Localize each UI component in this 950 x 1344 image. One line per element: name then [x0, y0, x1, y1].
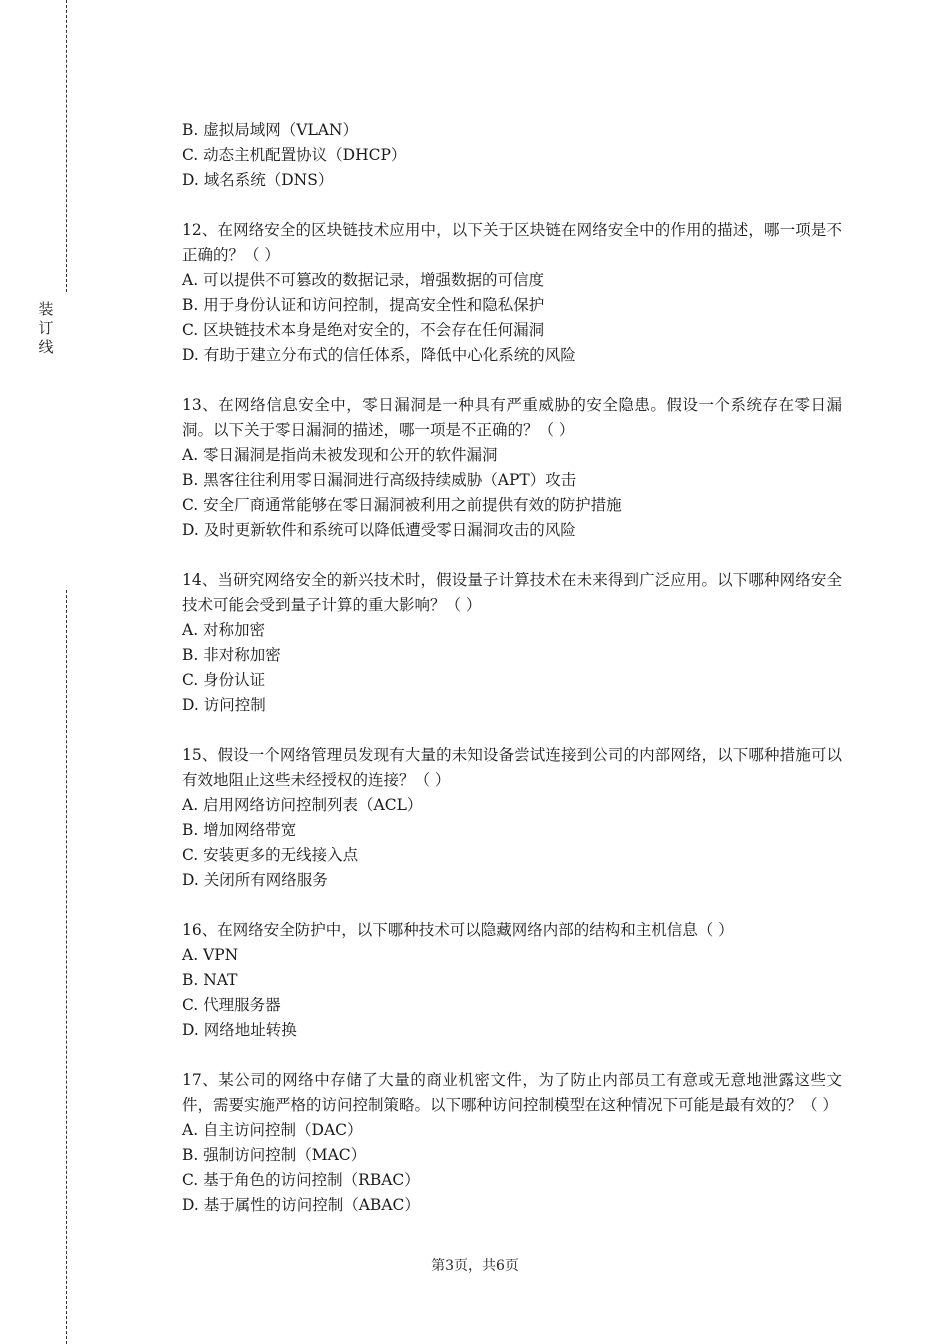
- option-item: D. 有助于建立分布式的信任体系，降低中心化系统的风险: [182, 346, 576, 364]
- option-item: D. 域名系统（DNS）: [182, 171, 334, 189]
- question-16: [182, 918, 842, 1043]
- option-item: B. 强制访问控制（MAC）: [182, 1146, 367, 1164]
- binding-dashed-line-bottom: [66, 590, 67, 1344]
- question-stem: 12、在网络安全的区块链技术应用中，以下关于区块链在网络安全中的作用的描述，哪一项是不正确的？（ ）: [182, 221, 842, 264]
- question-stem: 17、某公司的网络中存储了大量的商业机密文件，为了防止内部员工有意或无意地泄露这些文件，需要实施严格的访问控制策略。以下哪种访问控制模型在这种情况下可能是最有效的？（ ）: [182, 1071, 842, 1114]
- option-item: B. 虚拟局域网（VLAN）: [182, 121, 358, 139]
- option-item: B. 黑客往往利用零日漏洞进行高级持续威胁（APT）攻击: [182, 471, 577, 489]
- option-item: C. 区块链技术本身是绝对安全的，不会存在任何漏洞: [182, 321, 545, 339]
- option-item: A. 自主访问控制（DAC）: [182, 1121, 363, 1139]
- option-item: B. 用于身份认证和访问控制，提高安全性和隐私保护: [182, 296, 545, 314]
- option-item: B. 增加网络带宽: [182, 821, 297, 839]
- option-item: B. 非对称加密: [182, 646, 281, 664]
- option-item: C. 安全厂商通常能够在零日漏洞被利用之前提供有效的防护措施: [182, 496, 622, 514]
- option-item: D. 及时更新软件和系统可以降低遭受零日漏洞攻击的风险: [182, 521, 576, 539]
- question-13: [182, 393, 842, 543]
- option-item: B. NAT: [182, 971, 238, 989]
- option-item: C. 代理服务器: [182, 996, 281, 1014]
- option-item: C. 安装更多的无线接入点: [182, 846, 359, 864]
- binding-label-char: 订: [38, 319, 54, 337]
- question-stem: 13、在网络信息安全中，零日漏洞是一种具有严重威胁的安全隐患。假设一个系统存在零日漏洞。以下关于零日漏洞的描述，哪一项是不正确的？（ ）: [182, 396, 842, 439]
- option-item: A. 可以提供不可篡改的数据记录，增强数据的可信度: [182, 271, 545, 289]
- continued-options: [182, 118, 842, 193]
- binding-label-char: 装: [38, 300, 54, 318]
- option-item: C. 动态主机配置协议（DHCP）: [182, 146, 407, 164]
- exam-content: [182, 118, 842, 1243]
- binding-label-char: 线: [38, 338, 54, 356]
- question-15: [182, 743, 842, 893]
- question-stem: 15、假设一个网络管理员发现有大量的未知设备尝试连接到公司的内部网络，以下哪种措施可以有效地阻止这些未经授权的连接？（ ）: [182, 746, 842, 789]
- question-14: [182, 568, 842, 718]
- option-item: C. 基于角色的访问控制（RBAC）: [182, 1171, 420, 1189]
- option-item: D. 访问控制: [182, 696, 266, 714]
- option-item: C. 身份认证: [182, 671, 266, 689]
- option-item: D. 关闭所有网络服务: [182, 871, 328, 889]
- option-item: A. 对称加密: [182, 621, 266, 639]
- question-12: [182, 218, 842, 368]
- option-item: D. 网络地址转换: [182, 1021, 297, 1039]
- option-item: D. 基于属性的访问控制（ABAC）: [182, 1196, 420, 1214]
- question-17: [182, 1068, 842, 1218]
- option-item: A. 零日漏洞是指尚未被发现和公开的软件漏洞: [182, 446, 498, 464]
- page-number-footer: 第3页，共6页: [431, 1258, 519, 1274]
- option-item: A. 启用网络访问控制列表（ACL）: [182, 796, 423, 814]
- binding-label: [36, 300, 56, 357]
- binding-dashed-line-top: [66, 0, 67, 292]
- question-stem: 14、当研究网络安全的新兴技术时，假设量子计算技术在未来得到广泛应用。以下哪种网络安全技术可能会受到量子计算的重大影响？（ ）: [182, 571, 842, 614]
- option-item: A. VPN: [182, 946, 239, 964]
- question-stem: 16、在网络安全防护中，以下哪种技术可以隐藏网络内部的结构和主机信息（ ）: [182, 921, 734, 939]
